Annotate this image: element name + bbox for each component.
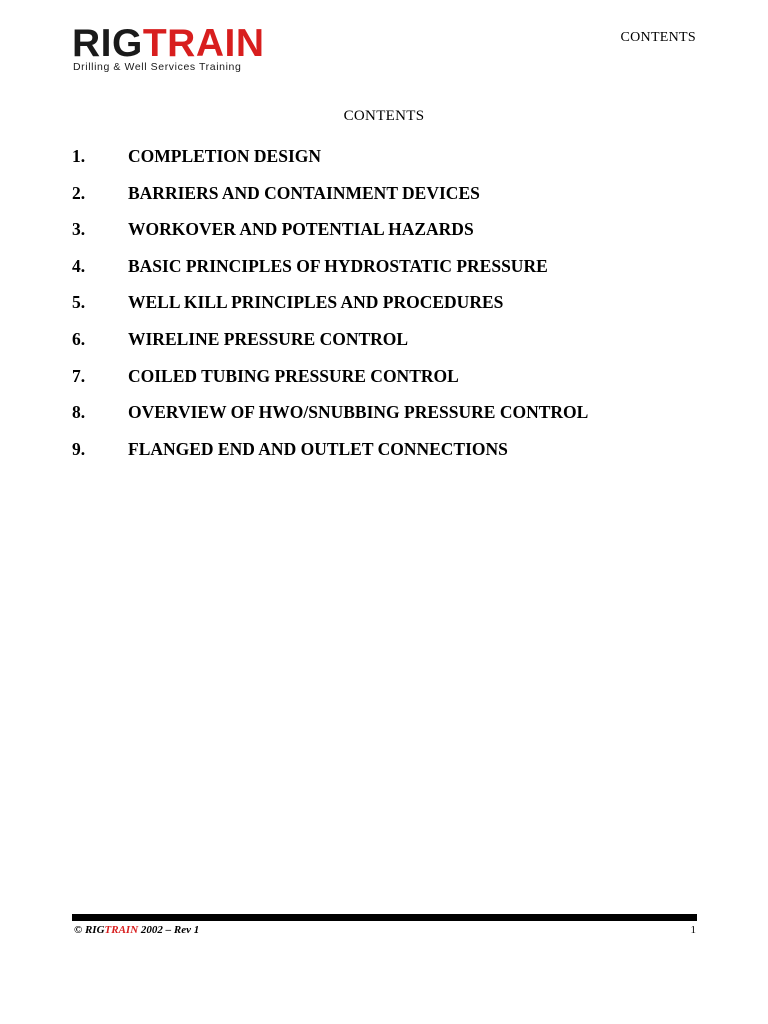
toc-item-label: COMPLETION DESIGN bbox=[128, 146, 322, 166]
toc-item[interactable] bbox=[72, 256, 712, 293]
toc-item[interactable] bbox=[72, 219, 712, 256]
logo-train-text: TRAIN bbox=[142, 22, 265, 65]
footer-copyright-prefix: © RIG bbox=[74, 924, 105, 936]
toc-item-label: COILED TUBING PRESSURE CONTROL bbox=[128, 365, 459, 386]
toc-item[interactable] bbox=[72, 146, 712, 183]
toc-item-number: 2. bbox=[72, 182, 86, 203]
toc-item-number: 3. bbox=[72, 219, 86, 240]
toc-item[interactable] bbox=[72, 439, 712, 476]
toc-item-number: 5. bbox=[72, 292, 86, 313]
table-of-contents bbox=[72, 146, 712, 475]
toc-item-label: FLANGED END AND OUTLET CONNECTIONS bbox=[128, 438, 508, 459]
footer-copyright-suffix: 2002 – Rev 1 bbox=[138, 924, 200, 936]
footer-copyright-brand: TRAIN bbox=[104, 924, 139, 936]
toc-item[interactable] bbox=[72, 366, 712, 403]
toc-item-number: 4. bbox=[72, 255, 86, 276]
toc-item-label: WORKOVER AND POTENTIAL HAZARDS bbox=[128, 219, 474, 240]
toc-item[interactable] bbox=[72, 183, 712, 220]
logo-rig-text: RIG bbox=[72, 22, 143, 65]
footer-divider bbox=[72, 914, 697, 921]
toc-item[interactable] bbox=[72, 292, 712, 329]
toc-item-number: 9. bbox=[72, 438, 86, 459]
toc-item-number: 7. bbox=[72, 365, 86, 386]
toc-item-label: BARRIERS AND CONTAINMENT DEVICES bbox=[128, 182, 480, 203]
toc-item-label: WELL KILL PRINCIPLES AND PROCEDURES bbox=[128, 292, 504, 313]
toc-item-label: WIRELINE PRESSURE CONTROL bbox=[128, 328, 409, 349]
header-section-title: CONTENTS bbox=[620, 30, 696, 45]
toc-item-number: 6. bbox=[72, 328, 86, 349]
rigtrain-logo bbox=[72, 22, 272, 76]
logo-tagline: Drilling & Well Services Training bbox=[73, 61, 242, 73]
logo-wordmark bbox=[72, 22, 265, 65]
toc-item-label: BASIC PRINCIPLES OF HYDROSTATIC PRESSURE bbox=[128, 255, 548, 276]
toc-item-number: 8. bbox=[72, 402, 86, 423]
page-number: 1 bbox=[690, 924, 696, 936]
toc-item[interactable] bbox=[72, 329, 712, 366]
page-title: CONTENTS bbox=[343, 108, 425, 124]
toc-item-label: OVERVIEW OF HWO/SNUBBING PRESSURE CONTROL bbox=[128, 402, 589, 423]
toc-item-number: 1. bbox=[72, 146, 86, 166]
footer-copyright bbox=[74, 924, 199, 936]
toc-item[interactable] bbox=[72, 402, 712, 439]
